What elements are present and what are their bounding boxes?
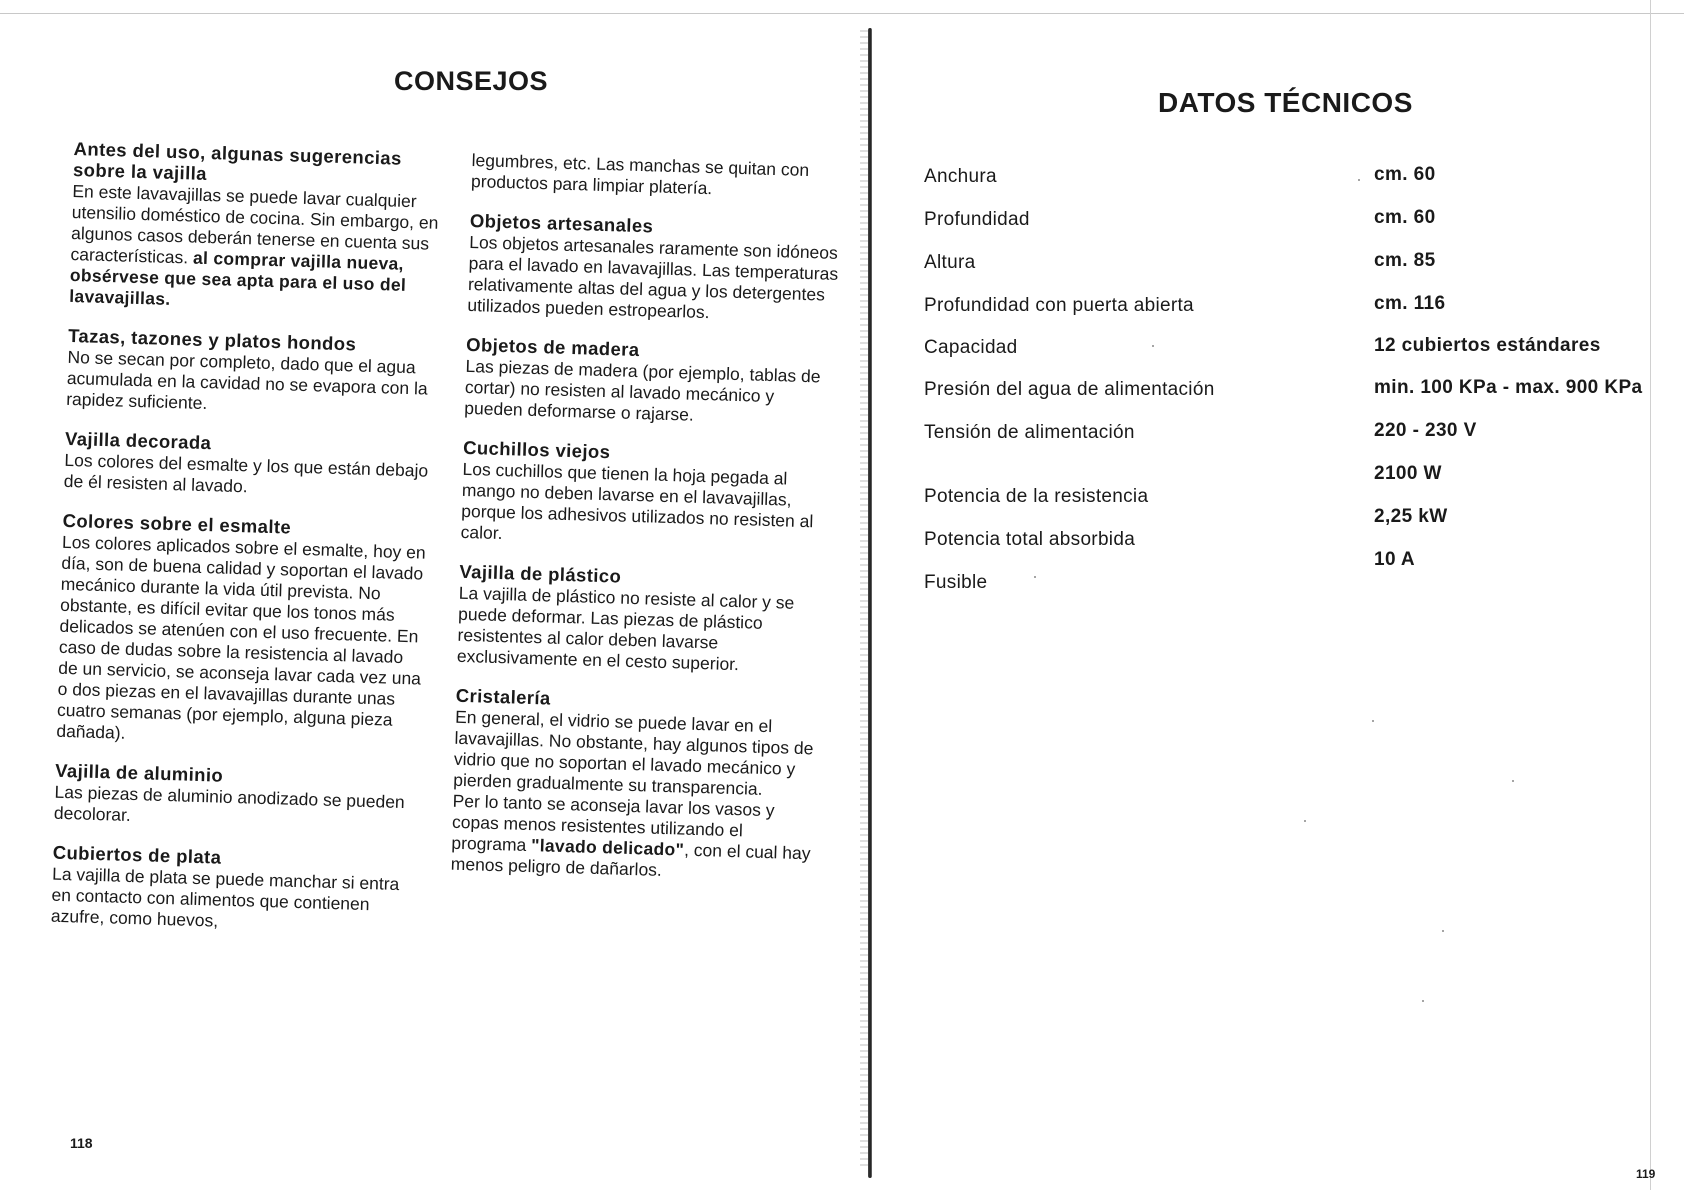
section-title: Vajilla de aluminio [54,759,224,786]
tip-section [450,685,825,886]
section-title: Cristalería [455,684,551,709]
tip-section [467,210,840,327]
page-number-right: 119 [1636,1167,1656,1181]
spec-label: Potencia total absorbida [924,529,1136,550]
section-title: Antes del uso, algunas sugerencias sobre la vajilla [72,138,403,184]
section-title: Vajilla de plástico [459,560,622,587]
spec-value: cm. 60 [1374,207,1436,228]
section-body: No se secan por completo, dado que el agua acumulada en la cavidad no se evapora con la rapidez suficiente. [65,346,428,414]
section-title: Colores sobre el esmalte [62,509,292,538]
scan-speck [1034,576,1036,578]
tip-section [460,437,833,554]
section-emphasis: al comprar vajilla nueva, obsérvese que sea apta para el uso del lavavajillas. [69,247,407,309]
section-title: Vajilla decorada [64,427,212,454]
section-title: Objetos de madera [465,333,640,361]
spec-value: 12 cubiertos estándares [1374,335,1601,356]
spec-value: 10 A [1374,549,1416,570]
section-body: legumbres, etc. Las manchas se quitan con productos para limpiar platería. [470,150,810,199]
tip-section [63,428,433,503]
scan-speck [1152,345,1154,347]
tip-section-continued [471,150,842,203]
tip-section [69,138,442,318]
section-title: Cuchillos viejos [462,436,611,463]
spec-label: Profundidad con puerta abierta [924,295,1194,316]
tip-section [51,842,421,938]
section-emphasis: "lavado delicado" [530,835,685,860]
tip-section [457,561,830,678]
right-page [862,0,1684,1190]
tips-column-2 [450,150,842,904]
section-body: En este lavavajillas se puede lavar cualquier utensilio doméstico de cocina. Sin embargo, en algunos casos deberán tenerse en cuenta sus características. al comprar vajilla nueva, obsérvese que sea apta para el uso del lavavajillas. [69,180,439,309]
spec-label: Potencia de la resistencia [924,486,1149,507]
spec-label: Altura [924,252,976,273]
section-body: La vajilla de plástico no resiste al calor y se puede deformar. Las piezas de plástico resistentes al calor deben lavarse exclusivamente en el cesto superior. [456,582,795,675]
section-body: En general, el vidrio se puede lavar en el lavavajillas. No obstante, hay algunos tipos de vidrio que no soportan el lavado mecánico y pierden gradualmente su transparencia. Per lo tanto se aconseja lavar los vasos y copas menos resistentes utilizando el programa "lavado delicado", con el cual hay menos peligro de dañarlos. [450,706,814,880]
scan-speck [1422,1000,1424,1002]
spec-label: Tensión de alimentación [924,422,1135,443]
tip-section [66,325,436,421]
scan-speck [1512,780,1514,782]
scan-speck [1442,930,1444,932]
section-title: Objetos artesanales [469,209,654,237]
spec-value: cm. 60 [1374,164,1436,185]
page-title-consejos: CONSEJOS [394,66,549,96]
page-number-left: 118 [70,1135,93,1151]
spec-value: 2100 W [1374,463,1442,484]
scan-speck [1372,720,1374,722]
section-body: Los objetos artesanales raramente son idóneos para el lavado en lavavajillas. Las temperaturas relativamente altas del agua y los detergentes utilizados pueden estropearlos. [467,231,839,323]
section-body: Los colores aplicados sobre el esmalte, hoy en día, son de buena calidad y soportan el lavado mecánico durante la vida útil prevista. No obstante, es difícil evitar que los tonos más delicados se atenúen con el uso frecuente. En caso de dudas sobre la resistencia al lavado de un servicio, se aconseja lavar cada vez una o dos piezas en el lavavajillas durante unas cuatro semanas (por ejemplo, alguna pieza dañada). [56,531,426,743]
spec-label: Capacidad [924,337,1018,358]
tip-section [464,334,836,430]
section-title: Tazas, tazones y platos hondos [67,324,357,355]
spec-label: Anchura [924,166,997,187]
spec-label: Fusible [924,572,988,593]
spec-value: 2,25 kW [1374,506,1448,527]
scan-speck [1358,179,1360,181]
section-body: La vajilla de plata se puede manchar si entra en contacto con alimentos que contienen azufre, como huevos, [50,863,400,931]
spec-value: min. 100 KPa - max. 900 KPa [1374,377,1643,398]
section-body: Las piezas de aluminio anodizado se pueden decolorar. [53,781,406,825]
tips-column-1 [50,138,442,956]
tip-section [54,760,424,835]
section-body: Los cuchillos que tienen la hoja pegada al mango no deben lavarse en el lavavajillas, porque los adhesivos utilizados no resisten al calor. [460,458,814,544]
section-body: Los colores del esmalte y los que están debajo de él resisten al lavado. [63,449,429,497]
section-body: Las piezas de madera (por ejemplo, tablas de cortar) no resisten al lavado mecánico y pueden deformarse o rajarse. [464,355,821,425]
spec-value: cm. 85 [1374,250,1436,271]
page-title-datos-tecnicos: DATOS TÉCNICOS [1158,87,1413,118]
spec-value: 220 - 230 V [1374,420,1477,441]
spec-value: cm. 116 [1374,293,1446,314]
spec-label: Profundidad [924,209,1030,230]
tip-section [56,510,431,753]
spec-label: Presión del agua de alimentación [924,379,1215,400]
section-title: Cubiertos de plata [52,841,222,868]
scan-speck [1304,820,1306,822]
